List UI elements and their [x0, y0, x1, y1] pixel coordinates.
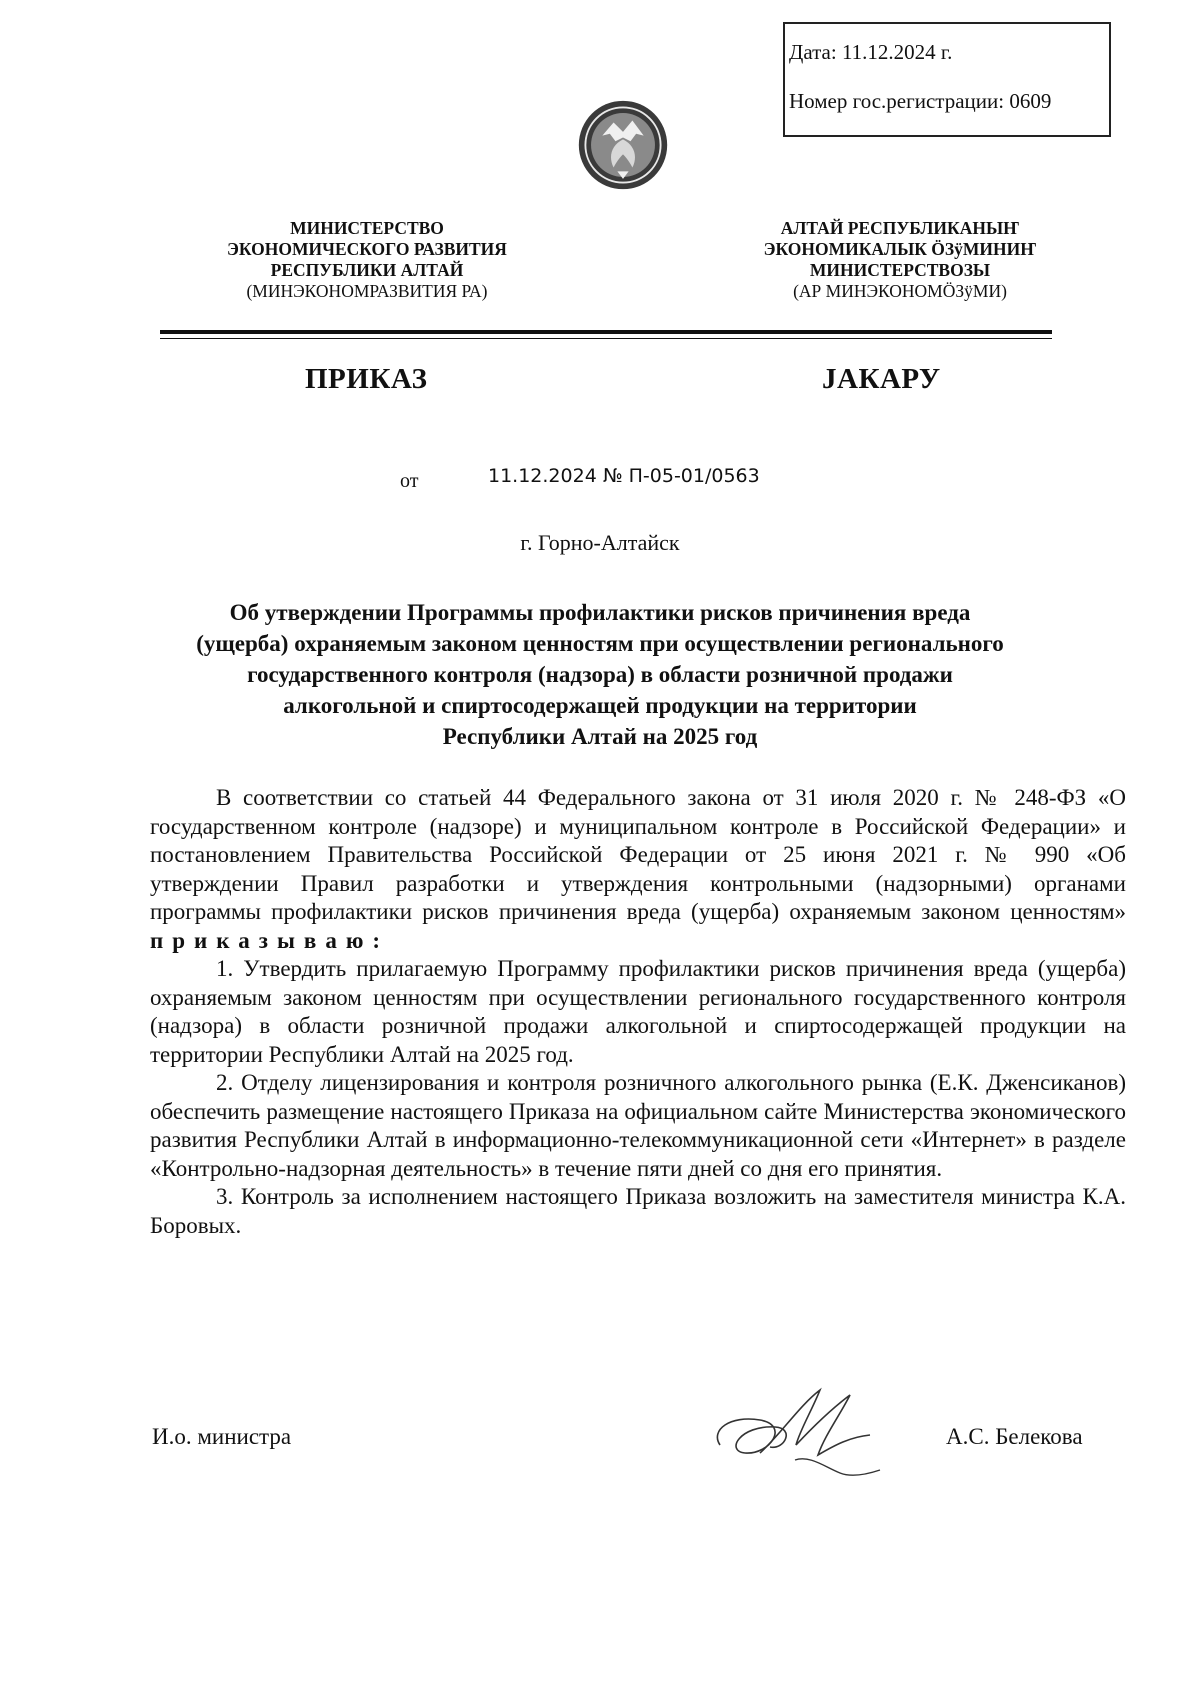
ministry-alt-line2: ЭКОНОМИКАЛЫК ÖЗÿМИНИҤ: [763, 239, 1037, 259]
order-from-label: от: [400, 470, 419, 492]
ministry-ru-line3: РЕСПУБЛИКИ АЛТАЙ: [270, 260, 464, 280]
document-title: [150, 597, 1050, 752]
order-word-altai: JАКАРУ: [822, 363, 941, 395]
ministry-alt-line1: АЛТАЙ РЕСПУБЛИКАНЫҤ: [780, 218, 1020, 238]
order-word-russian: ПРИКАЗ: [305, 363, 428, 395]
order-keyword: приказываю:: [150, 927, 390, 953]
ministry-ru-line2: ЭКОНОМИЧЕСКОГО РАЗВИТИЯ: [227, 239, 507, 259]
registration-date-label: Дата:: [789, 40, 837, 64]
header-divider-thin: [160, 338, 1052, 339]
registration-date-value: 11.12.2024 г.: [841, 40, 953, 64]
ministry-ru-line4: (МИНЭКОНОМРАЗВИТИЯ РА): [246, 281, 488, 301]
signatory-position: И.о. министра: [152, 1424, 292, 1449]
ministry-alt-line4: (АР МИНЭКОНОМÖЗÿМИ): [793, 281, 1007, 301]
body-item-2: 2. Отделу лицензирования и контроля розничного алкогольного рынка (Е.К. Дженсиканов) обеспечить размещение настоящего Приказа на официальном сайте Министерства экономического развития Республики Алтай в информационно-телекоммуникационной сети «Интернет» в разделе «Контрольно-надзорная деятельность» в течение пяти дней со дня его принятия.: [150, 1070, 1126, 1181]
body-intro-text: В соответствии со статьей 44 Федерального закона от 31 июля 2020 г. № 248-ФЗ «О государственном контроле (надзоре) и муниципальном контроле в Российской Федерации» и постановлением Правительства Российской Федерации от 25 июня 2021 г. № 990 «Об утверждении Правил разработки и утверждения контрольными (надзорными) органами программы профилактики рисков причинения вреда (ущерба) охраняемым законом ценностям»: [150, 785, 1126, 924]
registration-number-label: Номер гос.регистрации:: [789, 89, 1005, 113]
handwritten-signature: [700, 1375, 900, 1485]
ministry-alt-line3: МИНИСТЕРСТВОЗЫ: [809, 260, 991, 280]
order-city: г. Горно-Алтайск: [520, 530, 680, 555]
title-line3: государственного контроля (надзора) в области розничной продажи: [247, 662, 953, 687]
ministry-ru-line1: МИНИСТЕРСТВО: [290, 218, 444, 238]
title-line2: (ущерба) охраняемым законом ценностям при осуществлении регионального: [196, 631, 1004, 656]
title-line1: Об утверждении Программы профилактики рисков причинения вреда: [229, 600, 971, 625]
title-line5: Республики Алтай на 2025 год: [442, 724, 758, 749]
signatory-name: А.С. Белекова: [946, 1424, 1083, 1449]
body-intro: [150, 784, 1126, 955]
document-body: [150, 784, 1126, 1240]
ministry-name-russian: [177, 218, 557, 302]
title-line4: алкогольной и спиртосодержащей продукции на территории: [283, 693, 917, 718]
registration-number: [789, 91, 1109, 112]
header-divider-thick: [160, 330, 1052, 334]
registration-number-value: 0609: [1009, 89, 1052, 113]
registration-date: [789, 42, 1109, 63]
body-item-1: 1. Утвердить прилагаемую Программу профилактики рисков причинения вреда (ущерба) охраняемым законом ценностям при осуществлении регионального государственного контроля (надзора) в области розничной продажи алкогольной и спиртосодержащей продукции на территории Республики Алтай на 2025 год.: [150, 956, 1126, 1067]
body-item-3: 3. Контроль за исполнением настоящего Приказа возложить на заместителя министра К.А. Боровых.: [150, 1184, 1126, 1238]
ministry-name-altai: [710, 218, 1090, 302]
registration-box: [783, 22, 1111, 137]
coat-of-arms-icon: [576, 98, 670, 192]
order-date-number: 11.12.2024 № П-05-01/0563: [488, 465, 760, 487]
